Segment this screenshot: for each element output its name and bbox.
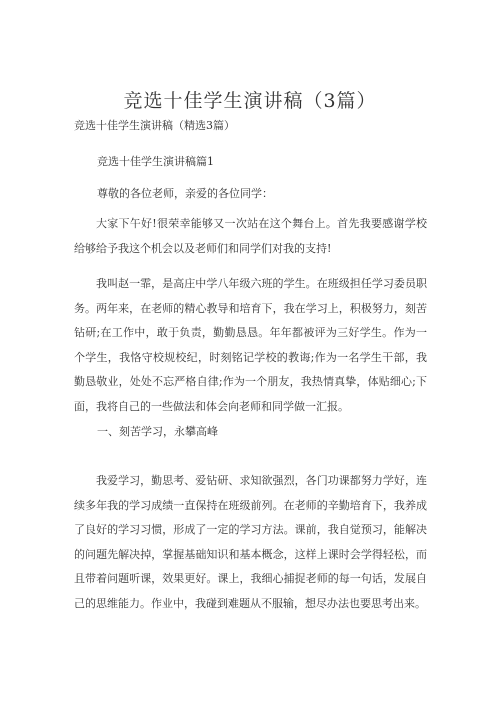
paragraph-introduction: 我叫赵一霏，是高庄中学八年级六班的学生。在班级担任学习委员职务。两年来，在老师的精心教导和培育下，我在学习上，积极努力，刻苦钻研;在工作中，敢于负责，勤勤恳恳。年年都被评为三好学生。作为一个学生，我恪守校规校纪，时刻铭记学校的教诲;作为一名学生干部，我勤恳敬业，处处不忘严格自律;作为一个朋友，我热情真挚，体贴细心;下面，我将自己的一些做法和体会向老师和同学做一汇报。	[74, 277, 427, 413]
document-title: 竞选十佳学生演讲稿（3篇）	[123, 90, 377, 112]
paragraph-opening: 大家下午好!很荣幸能够又一次站在这个舞台上。首先我要感谢学校给够给予我这个机会以及老师们和同学们对我的支持!	[74, 217, 427, 255]
point-heading: 一、刻苦学习，永攀高峰	[97, 425, 218, 438]
section-heading: 竞选十佳学生演讲稿篇1	[97, 155, 214, 168]
paragraph-study: 我爱学习，勤思考、爱钻研、求知欲强烈，各门功课都努力学好，连续多年我的学习成绩一直保持在班级前列。在老师的辛勤培育下，我养成了良好的学习习惯，形成了一定的学习方法。课前，我自觉预习，能解决的问题先解决掉，掌握基础知识和基本概念，这样上课时会学得轻松，而且带着问题听课，效果更好。课上，我细心捕捉老师的每一句话，发展自己的思维能力。作业中，我碰到难题从不服输，想尽办法也要思考出来。	[74, 474, 427, 610]
greeting-line: 尊敬的各位老师，亲爱的各位同学：	[97, 187, 273, 200]
document-subtitle: 竞选十佳学生演讲稿（精选3篇）	[74, 119, 235, 132]
